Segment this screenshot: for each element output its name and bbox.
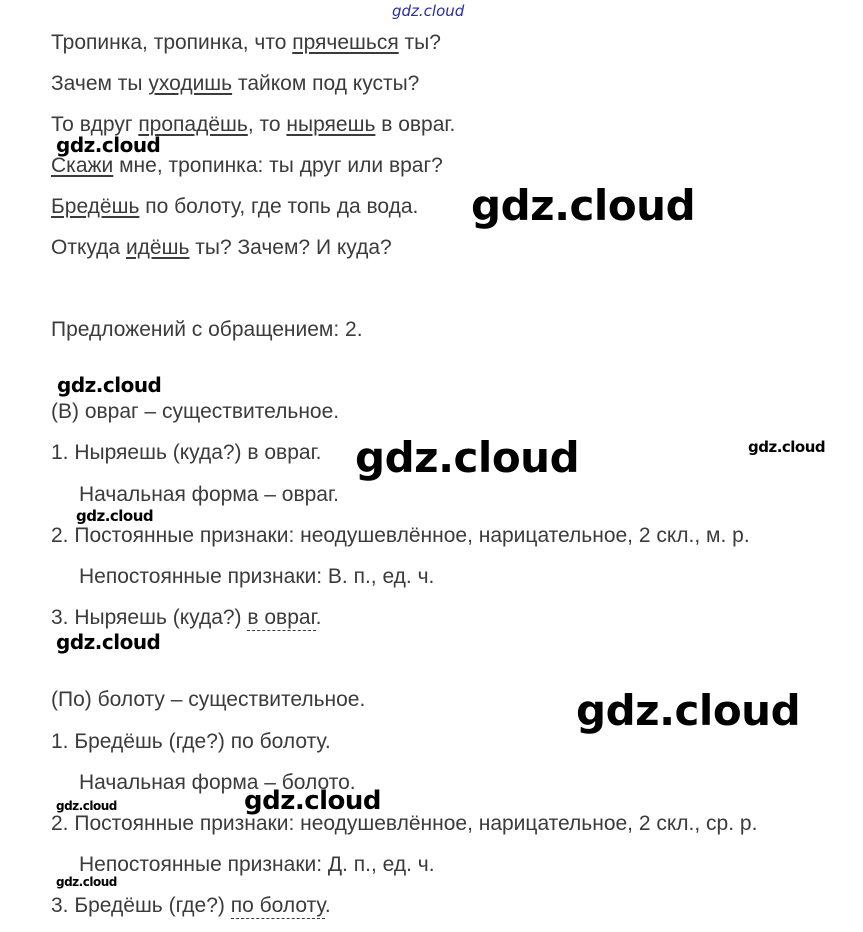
watermark-tiny: gdz.cloud: [56, 875, 117, 889]
text: в овраг.: [375, 113, 456, 136]
watermark: gdz.cloud: [56, 630, 161, 654]
watermark-top: gdz.cloud: [392, 2, 465, 20]
underlined-predicate: уходишь: [148, 72, 233, 95]
part2-heading: (По) болоту – существительное.: [51, 688, 366, 711]
dashed-underlined-object: по болоту: [230, 894, 325, 917]
part1-point3: [51, 605, 322, 631]
part2-point2: 2. Постоянные признаки: неодушевлённое, нарицательное, 2 скл., ср. р.: [51, 812, 758, 835]
poem-line-5: [51, 194, 418, 220]
text: .: [324, 894, 331, 917]
part2-initial-form: Начальная форма – болото.: [79, 771, 356, 794]
text: мне, тропинка: ты друг или враг?: [113, 154, 443, 177]
underlined-predicate: пропадёшь: [138, 113, 248, 136]
watermark-large: gdz.cloud: [471, 181, 696, 230]
watermark-medium: gdz.cloud: [244, 786, 382, 816]
text: 3. Бредёшь (где?): [51, 894, 231, 917]
count-line: Предложений с обращением: 2.: [51, 318, 363, 341]
poem-line-2: [51, 71, 419, 97]
part2-point1: 1. Бредёшь (где?) по болоту.: [51, 730, 331, 753]
underlined-predicate: Бредёшь: [51, 195, 140, 218]
text: ты?: [398, 31, 441, 54]
text: по болоту, где топь да вода.: [139, 195, 419, 218]
underlined-predicate: Скажи: [51, 154, 114, 177]
dashed-underlined-object: в овраг: [247, 606, 316, 629]
part1-point2: 2. Постоянные признаки: неодушевлённое, нарицательное, 2 скл., м. р.: [51, 524, 750, 547]
text: То вдруг: [51, 113, 139, 136]
watermark: gdz.cloud: [57, 373, 162, 397]
text: .: [315, 606, 322, 629]
poem-line-1: [51, 30, 441, 56]
text: Зачем ты: [51, 72, 149, 95]
watermark-tiny: gdz.cloud: [56, 799, 117, 813]
part2-variable-features: Непостоянные признаки: Д. п., ед. ч.: [79, 853, 435, 876]
part1-point1: 1. Ныряешь (куда?) в овраг.: [51, 441, 322, 464]
watermark: gdz.cloud: [56, 133, 161, 157]
part1-heading: (В) овраг – существительное.: [51, 400, 340, 423]
part1-initial-form: Начальная форма – овраг.: [79, 483, 339, 506]
text: 3. Ныряешь (куда?): [51, 606, 248, 629]
text: , то: [247, 113, 287, 136]
watermark-large: gdz.cloud: [355, 433, 580, 482]
text: ты? Зачем? И куда?: [189, 236, 392, 259]
part2-point3: [51, 893, 331, 919]
watermark-small: gdz.cloud: [76, 507, 154, 525]
watermark-small: gdz.cloud: [748, 438, 826, 456]
underlined-predicate: идёшь: [125, 236, 190, 259]
part1-variable-features: Непостоянные признаки: В. п., ед. ч.: [79, 565, 435, 588]
text: Тропинка, тропинка, что: [51, 31, 293, 54]
text: Откуда: [51, 236, 126, 259]
text: тайком под кусты?: [232, 72, 420, 95]
underlined-predicate: прячешься: [292, 31, 399, 54]
watermark-large: gdz.cloud: [576, 686, 801, 735]
underlined-predicate: ныряешь: [286, 113, 376, 136]
poem-line-6: [51, 235, 392, 261]
